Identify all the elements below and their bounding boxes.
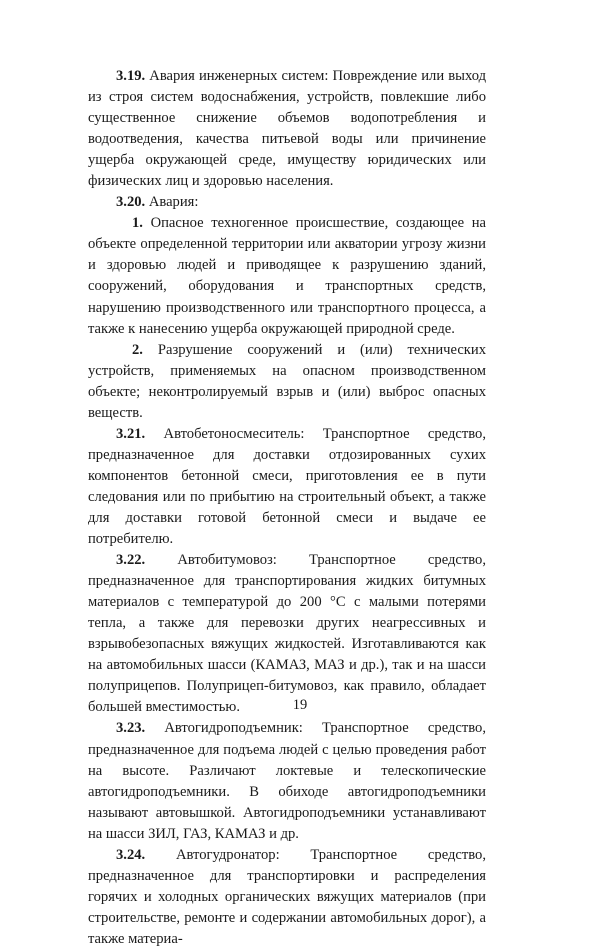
section-number: 3.20.	[116, 194, 146, 211]
paragraph-text: Опасное техногенное происшествие, создающее на объекте определенной территории или акватории угрозу жизни и здоровью людей и приводящее к разрушению зданий, сооружений, оборудования и транспортных средств, нарушению производственного или транспортного процесса, а также к нанесению ущерба окружающей природной среде.	[88, 215, 486, 337]
paragraph-text: Автогидроподъемник: Транспортное средство, предназначенное для подъема людей с целью проведения работ на высоте. Различают локтевые и телескопические автогидроподъемники. В обиходе автогидроподъемники называют автовышкой. Автогидроподъемники устанавливают на шасси ЗИЛ, ГАЗ, КАМАЗ и др.	[88, 720, 486, 842]
item-number: 2.	[132, 341, 143, 358]
paragraph-3-20-item-1	[88, 213, 486, 339]
section-number: 3.23.	[116, 720, 146, 737]
paragraph-text: Разрушение сооружений и (или) технических устройств, применяемых на опасном производственном объекте; неконтролируемый взрыв и (или) выброс опасных веществ.	[88, 341, 486, 421]
paragraph-text: Автобетоносмеситель: Транспортное средство, предназначенное для доставки отдозированных сухих компонентов бетонной смеси, приготовления ее в пути следования или по прибытию на строительный объект, а также для доставки готовой бетонной смеси и выдаче ее потребителю.	[88, 425, 486, 548]
paragraph-text: Автогудронатор: Транспортное средство, предназначенное для транспортировки и распределения горячих и холодных органических вяжущих материалов (при строительстве, ремонте и содержании автомобильных дорог), а также материа-	[88, 846, 486, 947]
paragraph-text: Авария инженерных систем: Повреждение или выход из строя систем водоснабжения, устройств, повлекшие либо существенное снижение объемов водопотребления и водоотведения, качества питьевой воды или причинение ущерба окружающей среде, имуществу юридических или физических лиц и здоровью населения.	[88, 68, 486, 190]
paragraph-3-20	[88, 192, 486, 213]
paragraph-3-19	[88, 66, 486, 192]
body-text	[88, 66, 486, 950]
item-number: 1.	[132, 215, 143, 232]
section-number: 3.22.	[116, 552, 146, 569]
paragraph-text: Авария:	[145, 194, 199, 211]
section-number: 3.24.	[116, 846, 146, 863]
paragraph-text: Автобитумовоз: Транспортное средство, предназначенное для транспортирования жидких битумных материалов с температурой до 200 °С с малыми потерями тепла, а также для перевозки других неагрессивных и взрывобезопасных вяжущих жидкостей. Изготавливаются как на автомобильных шасси (КАМАЗ, МАЗ и др.), так и на шасси полуприцепов. Полуприцеп-битумовоз, как правило, обладает большей вместимостью.	[88, 552, 486, 716]
paragraph-3-21	[88, 424, 486, 550]
paragraph-3-23	[88, 718, 486, 844]
section-number: 3.19.	[116, 68, 146, 84]
section-number: 3.21.	[116, 425, 146, 442]
page-number: 19	[292, 697, 308, 713]
paragraph-3-24	[88, 845, 486, 950]
paragraph-3-20-item-2	[88, 340, 486, 424]
paragraph-3-22	[88, 550, 486, 718]
